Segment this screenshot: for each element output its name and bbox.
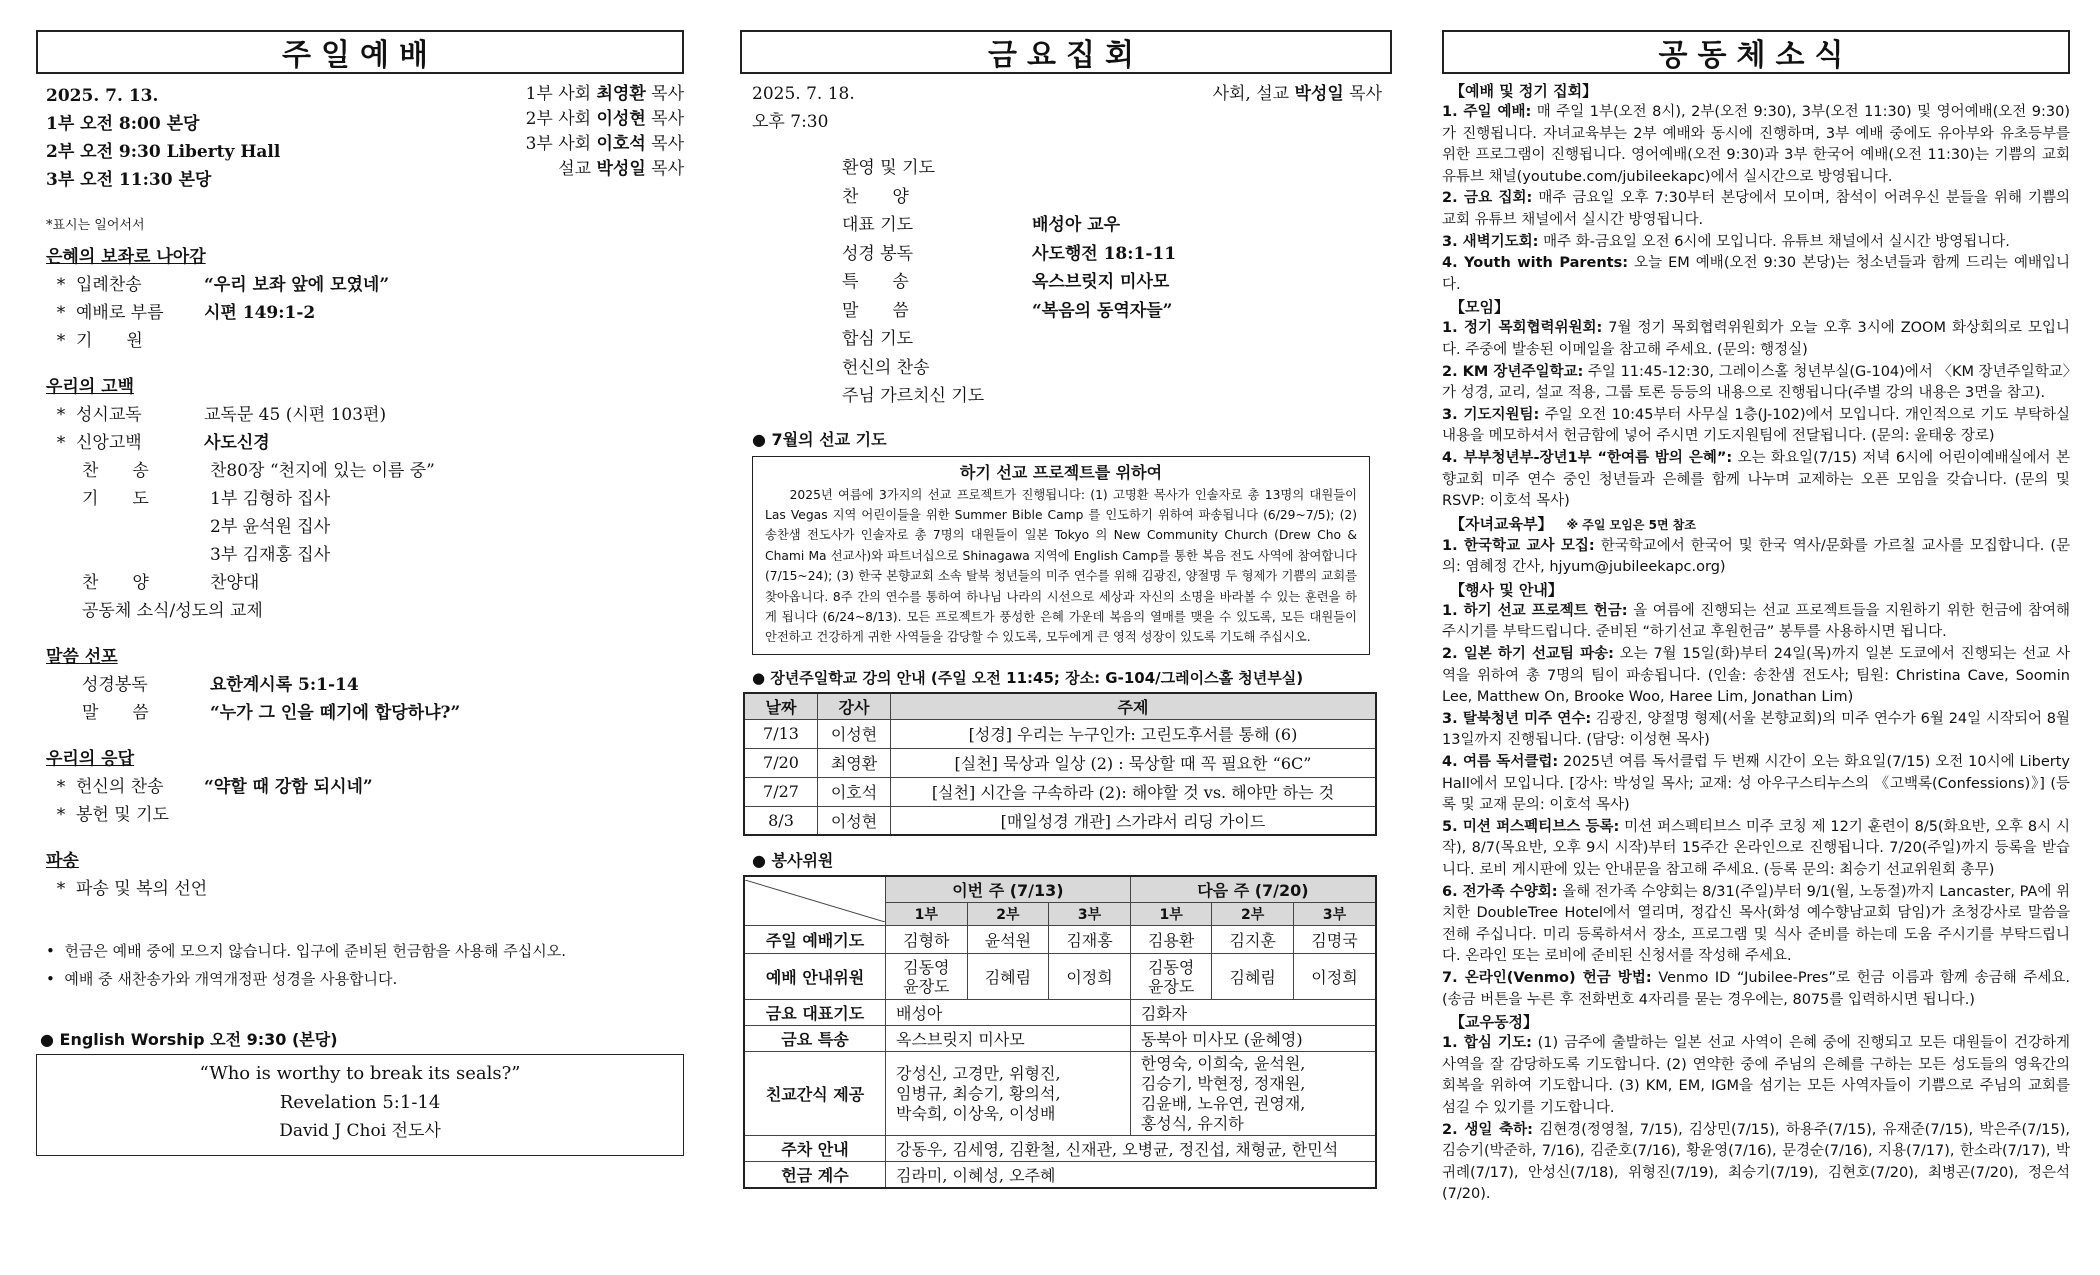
friday-order-name: 주님 가르치신 기도 xyxy=(842,386,985,406)
english-speaker: David J Choi 전도사 xyxy=(279,1121,441,1141)
mission-heading: ● 7월의 선교 기도 xyxy=(752,429,887,449)
leader-2: 2부 사회 이성현 목사 xyxy=(525,109,684,129)
order-item-value: 3부 김재홍 집사 xyxy=(210,545,331,565)
lecture-cell: [성경] 우리는 누구인가: 고린도후서를 통해 (6) xyxy=(891,719,1377,748)
news-item-text: 올해 전가족 수양회는 8/31(주일)부터 9/1(월, 노동절)까지 Lancaster, PA에 위치한 DoubleTree Hotel에서 열리며, 정갑신 목사(화성 예수향남교회 담임)가 초청강사로 말씀을 전해 주십니다. 미리 등록하셔서 장소, 프로그램 및 식사 준비를 하는데 도움 주시기를 부탁드립니다. 온라인 또는 로비에 준비된 신청서를 작성해 주세요. xyxy=(1442,883,2070,965)
mission-box-title: 하기 선교 프로젝트를 위하여 xyxy=(959,462,1163,482)
row-label: 예배 안내위원 xyxy=(744,954,886,1000)
part-header: 3부 xyxy=(1049,903,1131,926)
cell: 김혜림 xyxy=(967,954,1049,1000)
order-item xyxy=(46,513,684,541)
lecture-cell: 이성현 xyxy=(818,719,891,748)
english-worship-box xyxy=(36,1054,684,1156)
lecture-cell: 이성현 xyxy=(818,806,891,835)
friday-order-value: 배성아 교우 xyxy=(1032,215,1121,235)
order-item xyxy=(46,671,684,699)
news-item-label: 3. 기도지원팀: xyxy=(1442,406,1540,423)
news-item-label: 5. 미션 퍼스펙티브스 등록: xyxy=(1442,818,1620,835)
news-item-label: 1. 합심 기도: xyxy=(1442,1035,1532,1052)
order-item-value: 시편 149:1-2 xyxy=(204,303,316,323)
this-week-header: 이번 주 (7/13) xyxy=(886,876,1131,903)
friday-order-name: 성경 봉독 xyxy=(842,243,914,264)
news-item-label: 1. 하기 선교 프로젝트 헌금: xyxy=(1442,602,1628,619)
servants-row-friday-prayer xyxy=(744,1000,1376,1026)
friday-order-item xyxy=(842,183,1392,212)
order-item-value: “약할 때 강함 되시네” xyxy=(204,777,373,797)
news-item-label: 2. KM 장년주일학교: xyxy=(1442,363,1584,380)
order-item-value: 교독문 45 (시편 103편) xyxy=(204,405,387,425)
stand-mark: * xyxy=(56,303,66,323)
cell: 김용환 xyxy=(1130,926,1212,954)
next-week-header: 다음 주 (7/20) xyxy=(1130,876,1376,903)
news-item-text: 7월 정기 목회협력위원회가 오늘 오후 3시에 ZOOM 화상회의로 모입니다. 주중에 발송된 이메일을 참고해 주세요. (문의: 행정실) xyxy=(1442,320,2070,358)
community-news xyxy=(1442,80,2070,1206)
friday-order-item xyxy=(842,154,1392,183)
cell: 이정희 xyxy=(1049,954,1131,1000)
friday-order-value: 옥스브릿지 미사모 xyxy=(1032,272,1170,292)
lecture-cell: [실천] 시간을 구속하라 (2): 해야할 것 vs. 해야만 하는 것 xyxy=(891,777,1377,806)
news-group-heading xyxy=(1450,296,2070,318)
stand-mark xyxy=(46,485,76,513)
stand-mark: * xyxy=(56,777,66,797)
news-item-text: 한국학교에서 한국어 및 한국 역사/문화를 가르칠 교사를 모집합니다. (문의: 염혜정 간사, hjyum@jubileekapc.org) xyxy=(1442,537,2070,576)
order-item xyxy=(46,271,684,299)
lecture-row xyxy=(744,806,1376,835)
order-item xyxy=(46,597,684,625)
news-item-text: 김현경(정영철, 7/15), 김상민(7/15), 하용주(7/15), 유재준(7/15), 박은주(7/15), 김승기(박준하, 7/16), 김준호(7/16), 황윤영(7/16), 문경순(7/16), 지용(7/17), 한소라(7/17), 박귀례(7/17), 안성신(7/18), 위형진(7/19), 최승기(7/19), 김현호(7/20), 최병곤(7/20), 정은석(7/20). xyxy=(1442,1121,2070,1203)
mission-box xyxy=(752,456,1370,655)
news-group-title: 【행사 및 안내】 xyxy=(1450,580,1563,599)
news-item-label: 2. 생일 축하: xyxy=(1442,1121,1533,1138)
order-section-title: 우리의 고백 xyxy=(46,377,135,397)
news-group-heading xyxy=(1450,1011,2070,1033)
news-group-title: 【자녀교육부】 xyxy=(1450,514,1553,533)
news-item-text: 2025년 여름 독서클럽 두 번째 시간이 오는 화요일(7/15) 오전 10시에 Liberty Hall에서 모입니다. [강사: 박성일 목사; 교재: 성 아우구스티누스의 《고백록(Confessions)》] (등록 및 교재 문의: 이호석 목사) xyxy=(1442,754,2070,814)
servants-heading: ● 봉사위원 xyxy=(752,851,834,871)
row-label: 주일 예배기도 xyxy=(744,926,886,954)
stand-mark: * xyxy=(56,275,66,295)
cell: 배성아 xyxy=(886,1000,1131,1026)
english-sermon-title: “Who is worthy to break its seals?” xyxy=(199,1063,521,1084)
news-item-label: 6. 전가족 수양회: xyxy=(1442,883,1558,900)
order-item xyxy=(46,327,684,355)
news-item xyxy=(1442,644,2070,709)
friday-date: 2025. 7. 18. xyxy=(752,84,855,104)
stand-mark xyxy=(46,597,76,625)
news-item-text: 김광진, 양절명 형제(서울 본향교회)의 미주 연수가 6월 24일 시작되어 8월 13일까지 진행됩니다. (담당: 이성현 목사) xyxy=(1442,710,2070,749)
news-item-text: Venmo ID “Jubilee-Pres”로 헌금 이름과 함께 송금해 주세요. (송금 버튼을 누른 후 전화번호 4자리를 묻는 경우에는, 8075를 입력하시면 됩니다.) xyxy=(1442,969,2070,1008)
worship-notes xyxy=(46,937,684,993)
lecture-cell: 8/3 xyxy=(744,806,818,835)
cell: 김혜림 xyxy=(1212,954,1294,1000)
stand-mark: * xyxy=(56,879,66,899)
news-item-label: 1. 한국학교 교사 모집: xyxy=(1442,537,1595,554)
friday-title: 금요집회 xyxy=(740,30,1392,74)
news-item-text: 주일 오전 10:45부터 사무실 1층(J-102)에서 모입니다. 개인적으로 기도 부탁하실 내용을 메모하셔서 헌금함에 넣어 주시면 기도지원팀에 전달됩니다. (문의: 윤태웅 장로) xyxy=(1442,406,2070,445)
news-item-text: (1) 금주에 출발하는 일본 선교 사역이 은혜 중에 진행되고 모든 대원들이 건강하게 사역을 잘 감당하도록 기도합니다. (2) 연약한 중에 주님의 은혜를 구하는 모든 성도들의 영육간의 회복을 위하여 기도합니다. (3) KM, EM, IGM을 섬기는 모든 사역자들이 기쁨으로 주님의 교회를 섬길 수 있기를 기도합니다. xyxy=(1442,1035,2070,1116)
leader-1: 1부 사회 최영환 목사 xyxy=(525,84,684,104)
cell: 김동영 윤장도 xyxy=(1130,954,1212,1000)
order-item-name: 성시교독 xyxy=(76,405,142,425)
servants-row-parking xyxy=(744,1136,1376,1162)
row-label: 헌금 계수 xyxy=(744,1162,886,1189)
order-item-name: 말 씀 xyxy=(82,703,149,723)
order-item-name: 봉헌 및 기도 xyxy=(76,805,169,825)
order-item xyxy=(46,299,684,327)
order-item-value: 요한계시록 5:1-14 xyxy=(210,675,359,695)
servants-row-snack xyxy=(744,1052,1376,1136)
lecture-header-row xyxy=(744,693,1376,720)
news-item xyxy=(1442,968,2070,1011)
news-item-text: 미션 퍼스펙티브스 미주 코칭 제 12기 훈련이 8/5(화요반, 오후 8시 시작), 8/7(목요반, 오후 9시 시작)부터 15주간 온라인으로 진행됩니다. 7/20(주일)까지 등록을 받습니다. 로비 게시판에 있는 안내문을 참고해 주세요. (등록 문의: 최승기 선교위원회 총무) xyxy=(1442,818,2070,878)
service-time-2: 2부 오전 9:30 Liberty Hall xyxy=(46,142,281,162)
cell: 김형하 xyxy=(886,926,968,954)
order-item-value: 2부 윤석원 집사 xyxy=(210,517,331,537)
news-group-note: ※ 주일 모임은 5면 참조 xyxy=(1566,517,1696,532)
part-header: 2부 xyxy=(967,903,1049,926)
lecture-heading: ● 장년주일학교 강의 안내 (주일 오전 11:45; 장소: G-104/그레이스홀 청년부실) xyxy=(752,668,1304,687)
part-header: 1부 xyxy=(886,903,968,926)
order-item-value: 1부 김형하 집사 xyxy=(210,489,331,509)
lecture-cell: 7/27 xyxy=(744,777,818,806)
friday-order-item xyxy=(842,268,1392,297)
mission-box-body: 2025년 여름에 3가지의 선교 프로젝트가 진행됩니다: (1) 고명환 목사가 인솔자로 총 13명의 대원들이 Las Vegas 지역 어린이들을 위한 Summer Bible Camp 를 인도하기 위하여 파송됩니다 (6/29~7/5); (2) 송찬샘 전도사가 인솔자로 총 7명의 대원들이 일본 Tokyo 의 New Community Church (Drew Cho & Chami Ma 선교사)와 파트너십으로 Shinagawa 지역에 English Camp를 통한 복음 전도 사역에 참여합니다 (7/15~24); (3) 한국 본향교회 소속 탈북 청년들의 미주 연수를 위해 김광진, 양절명 두 형제가 기쁨의 교회를 찾아옵니다. 8주 간의 연수를 통하여 하나님 나라의 시선으로 세상과 자신의 소명을 바라볼 수 있는 훈련을 하게 됩니다 (6/24~8/13). 모든 프로젝트가 풍성한 은혜 가운데 복음의 열매를 맺을 수 있도록, 모든 대원들이 안전하고 건강하게 귀한 사역들을 감당할 수 있도록, 모두에게 큰 영적 성장이 있도록 기도해 주십시오. xyxy=(765,487,1357,645)
order-item xyxy=(46,485,684,513)
stand-mark xyxy=(46,569,76,597)
news-group-heading xyxy=(1450,579,2070,601)
news-item-text: 매주 화-금요일 오전 6시에 모입니다. 유튜브 채널에서 실시간 방영됩니다. xyxy=(1538,233,2010,250)
lecture-cell: 7/20 xyxy=(744,748,818,777)
cell: 윤석원 xyxy=(967,926,1049,954)
order-section-title: 말씀 선포 xyxy=(46,647,118,667)
order-item xyxy=(46,401,684,429)
friday-order-item xyxy=(842,297,1392,326)
order-item-name: 예배로 부름 xyxy=(76,303,164,323)
friday-order-value: 사도행전 18:1-11 xyxy=(1032,243,1177,264)
part-header: 1부 xyxy=(1130,903,1212,926)
cell: 김라미, 이혜성, 오주혜 xyxy=(886,1162,1377,1189)
news-item-text: 오는 7월 15일(화)부터 24일(목)까지 일본 도쿄에서 진행되는 선교 사역을 위하여 총 7명의 팀이 파송됩니다. (인솔: 송찬샘 전도사; 팀원: Christina Cave, Soomin Lee, Matthew On, Brooke Woo, Haree Lim, Jonathan Lim) xyxy=(1442,646,2071,706)
news-item xyxy=(1442,448,2070,513)
friday-order-item xyxy=(842,211,1392,240)
note-1: • 헌금은 예배 중에 모으지 않습니다. 입구에 준비된 헌금함을 사용해 주십시오. xyxy=(46,942,567,960)
stand-mark xyxy=(46,457,76,485)
sunday-date: 2025. 7. 13. xyxy=(46,86,159,106)
order-item xyxy=(46,457,684,485)
order-item-name: 공동체 소식/성도의 교제 xyxy=(82,601,263,621)
lecture-col-speaker: 강사 xyxy=(818,693,891,720)
friday-time: 오후 7:30 xyxy=(752,112,829,132)
order-item-value: 찬양대 xyxy=(210,573,260,593)
leader-3: 3부 사회 이호석 목사 xyxy=(525,134,684,154)
news-item xyxy=(1442,817,2070,882)
order-section-title: 은혜의 보좌로 나아감 xyxy=(46,247,206,267)
cell: 강성신, 고경만, 위형진, 임병규, 최승기, 황의석, 박숙희, 이상욱, 이성배 xyxy=(886,1052,1131,1136)
lecture-cell: [실천] 묵상과 일상 (2) : 묵상할 때 꼭 필요한 “6C” xyxy=(891,748,1377,777)
news-item xyxy=(1442,752,2070,817)
part-header: 2부 xyxy=(1212,903,1294,926)
stand-mark xyxy=(46,513,76,541)
service-time-1: 1부 오전 8:00 본당 xyxy=(46,114,200,134)
note-2: • 예배 중 새찬송가와 개역개정판 성경을 사용합니다. xyxy=(46,970,398,988)
servants-row-friday-special xyxy=(744,1026,1376,1052)
news-item xyxy=(1442,601,2070,644)
news-item-text: 올 여름에 진행되는 선교 프로젝트들을 지원하기 위한 헌금에 참여해 주시기를 부탁드립니다. 준비된 “하기선교 후원헌금” 봉투를 사용하시면 됩니다. xyxy=(1442,602,2070,641)
order-item-name: 파송 및 복의 선언 xyxy=(76,879,208,899)
news-group-title: 【예배 및 정기 집회】 xyxy=(1450,82,1598,100)
news-item-label: 7. 온라인(Venmo) 헌금 방법: xyxy=(1442,969,1652,986)
diagonal-line-icon xyxy=(745,880,885,922)
servants-row-counting xyxy=(744,1162,1376,1189)
order-item-value: 찬80장 “천지에 있는 이름 중” xyxy=(210,461,435,481)
cell: 김재홍 xyxy=(1049,926,1131,954)
news-item-text: 오는 화요일(7/15) 저녁 6시에 어린이예배실에서 본향교회 미주 연수 중인 청년들과 은혜를 함께 나누며 교제하는 오픈 모임을 갖습니다. (문의 및 RSVP: 이호석 목사) xyxy=(1442,449,2071,510)
order-item-value: “우리 보좌 앞에 모였네” xyxy=(204,275,390,295)
order-item-name: 성경봉독 xyxy=(82,675,148,695)
news-item-label: 3. 탈북청년 미주 연수: xyxy=(1442,710,1592,727)
order-item xyxy=(46,569,684,597)
order-item-value: 사도신경 xyxy=(204,433,270,453)
english-scripture: Revelation 5:1-14 xyxy=(279,1092,441,1113)
lecture-col-topic: 주제 xyxy=(891,693,1377,720)
stand-note: *표시는 일어서서 xyxy=(46,218,145,233)
sunday-worship-column xyxy=(36,0,684,1156)
order-item-name: 기 도 xyxy=(82,489,149,509)
servants-row-prayer xyxy=(744,926,1376,954)
friday-order-value: “복음의 동역자들” xyxy=(1032,300,1173,321)
order-item-name xyxy=(76,541,210,569)
part-header: 3부 xyxy=(1293,903,1376,926)
cell: 동북아 미사모 (윤혜영) xyxy=(1130,1026,1376,1052)
order-item-name: 찬 양 xyxy=(82,573,149,593)
stand-mark xyxy=(46,541,76,569)
friday-order-item xyxy=(842,240,1392,269)
community-news-title: 공동체소식 xyxy=(1442,30,2070,74)
cell: 김동영 윤장도 xyxy=(886,954,968,1000)
servants-row-usher xyxy=(744,954,1376,1000)
lecture-cell: [매일성경 개관] 스가랴서 리딩 가이드 xyxy=(891,806,1377,835)
news-item-text: 매주 금요일 오후 7:30부터 본당에서 모이며, 참석이 어려우신 분들을 위해 기쁨의 교회 유튜브 채널에서 실시간 방영됩니다. xyxy=(1442,190,2070,228)
news-item xyxy=(1442,1033,2070,1119)
news-group-title: 【모임】 xyxy=(1450,298,1509,317)
friday-order-name: 헌신의 찬송 xyxy=(842,357,930,378)
friday-order-name: 찬 양 xyxy=(842,186,909,207)
order-item xyxy=(46,773,684,801)
stand-mark: * xyxy=(56,433,66,453)
news-item xyxy=(1442,253,2070,296)
row-label: 금요 대표기도 xyxy=(744,1000,886,1026)
news-group-heading xyxy=(1450,513,2070,536)
news-item-text: 매 주일 1부(오전 8시), 2부(오전 9:30), 3부(오전 11:30) 및 영어예배(오전 9:30)가 진행됩니다. 자녀교육부는 2부 예배와 동시에 진행하며, 3부 예배 중에도 유아부와 유초등부를 위한 프로그램이 진행됩니다. 영어예배(오전 9:30)과 3부 한국어 예배(오전 11:30)는 기쁨의 교회 유튜브 채널(youtube.com/jubileekapc)에서 실시간으로 방영됩니다. xyxy=(1442,104,2070,185)
news-group-heading xyxy=(1450,80,2070,102)
news-item-label: 4. 부부청년부-장년1부 “한여름 밤의 은혜”: xyxy=(1442,449,1733,466)
preacher: 설교 박성일 목사 xyxy=(558,159,684,179)
servants-corner-cell xyxy=(744,876,886,926)
news-item xyxy=(1442,232,2070,254)
service-time-3: 3부 오전 11:30 본당 xyxy=(46,170,212,190)
cell: 강동우, 김세영, 김환철, 신재관, 오병균, 정진섭, 채형균, 한민석 xyxy=(886,1136,1377,1162)
community-news-column xyxy=(1442,0,2070,1206)
row-label: 친교간식 제공 xyxy=(744,1052,886,1136)
friday-column xyxy=(740,0,1392,1189)
order-item xyxy=(46,875,684,903)
worship-order xyxy=(46,243,684,903)
order-item-name: 기 원 xyxy=(76,331,143,351)
lecture-table xyxy=(743,692,1377,837)
news-item-label: 4. 여름 독서클럽: xyxy=(1442,754,1559,771)
news-item-text: 주일 11:45-12:30, 그레이스홀 청년부실(G-104)에서 〈KM 장년주일학교〉가 성경, 교리, 설교 적용, 그룹 토론 등등의 내용으로 진행됩니다(주별 강의 내용은 3면을 참고). xyxy=(1442,363,2070,402)
news-item xyxy=(1442,188,2070,231)
servants-table xyxy=(743,875,1377,1189)
news-item-label: 3. 새벽기도회: xyxy=(1442,233,1539,250)
lecture-row xyxy=(744,748,1376,777)
lecture-row xyxy=(744,777,1376,806)
news-item-label: 1. 정기 목회협력위원회: xyxy=(1442,320,1603,337)
news-item xyxy=(1442,318,2070,361)
sunday-worship-title: 주일예배 xyxy=(36,30,684,74)
stand-mark: * xyxy=(56,805,66,825)
news-item-label: 4. Youth with Parents: xyxy=(1442,255,1629,272)
friday-header xyxy=(740,80,1392,138)
friday-order xyxy=(842,154,1392,411)
friday-order-name: 특 송 xyxy=(842,272,909,292)
friday-order-name: 합심 기도 xyxy=(842,329,914,349)
sunday-header xyxy=(36,82,684,222)
row-label: 주차 안내 xyxy=(744,1136,886,1162)
row-label: 금요 특송 xyxy=(744,1026,886,1052)
lecture-cell: 이호석 xyxy=(818,777,891,806)
friday-order-item xyxy=(842,354,1392,383)
news-item-label: 2. 일본 하기 선교팀 파송: xyxy=(1442,646,1614,663)
cell: 김지훈 xyxy=(1212,926,1294,954)
news-item-text: 오늘 EM 예배(오전 9:30 본당)는 청소년들과 함께 드리는 예배입니다. xyxy=(1442,255,2070,293)
news-item xyxy=(1442,536,2070,579)
cell: 옥스브릿지 미사모 xyxy=(886,1026,1131,1052)
friday-order-name: 대표 기도 xyxy=(842,215,914,235)
friday-order-name: 환영 및 기도 xyxy=(842,158,935,178)
news-item-label: 2. 금요 집회: xyxy=(1442,190,1533,207)
friday-order-item xyxy=(842,382,1392,411)
servants-week-row xyxy=(744,876,1376,903)
friday-order-name: 말 씀 xyxy=(842,300,909,321)
stand-mark xyxy=(46,699,76,727)
stand-mark: * xyxy=(56,405,66,425)
news-item xyxy=(1442,102,2070,188)
lecture-cell: 7/13 xyxy=(744,719,818,748)
order-item-name: 신앙고백 xyxy=(76,433,142,453)
news-group-title: 【교우동정】 xyxy=(1450,1013,1538,1032)
cell: 한영숙, 이희숙, 윤석원, 김승기, 박현정, 정재원, 김윤배, 노유연, 권영재, 홍성식, 유지하 xyxy=(1130,1052,1376,1136)
order-item xyxy=(46,429,684,457)
news-item xyxy=(1442,362,2070,405)
news-item xyxy=(1442,1120,2070,1206)
order-item-name: 입례찬송 xyxy=(76,275,142,295)
lecture-row xyxy=(744,719,1376,748)
friday-order-item xyxy=(842,325,1392,354)
news-item-label: 1. 주일 예배: xyxy=(1442,104,1532,120)
order-section-title: 파송 xyxy=(46,851,79,871)
news-item xyxy=(1442,709,2070,752)
order-item-value: “누가 그 인을 떼기에 합당하냐?” xyxy=(210,703,461,723)
order-item-name xyxy=(76,513,210,541)
order-section-title: 우리의 응답 xyxy=(46,749,135,769)
cell: 김명국 xyxy=(1293,926,1376,954)
order-item xyxy=(46,699,684,727)
stand-mark xyxy=(46,671,76,699)
stand-mark: * xyxy=(56,331,66,351)
friday-leader: 사회, 설교 박성일 목사 xyxy=(1212,84,1382,104)
news-item xyxy=(1442,882,2070,968)
order-item-name: 헌신의 찬송 xyxy=(76,777,164,797)
cell: 이정희 xyxy=(1293,954,1376,1000)
cell: 김화자 xyxy=(1130,1000,1376,1026)
english-worship-heading: ● English Worship 오전 9:30 (본당) xyxy=(40,1030,338,1049)
order-item-name: 찬 송 xyxy=(82,461,149,481)
order-item xyxy=(46,541,684,569)
lecture-cell: 최영환 xyxy=(818,748,891,777)
lecture-col-date: 날짜 xyxy=(744,693,818,720)
order-item xyxy=(46,801,684,829)
news-item xyxy=(1442,405,2070,448)
